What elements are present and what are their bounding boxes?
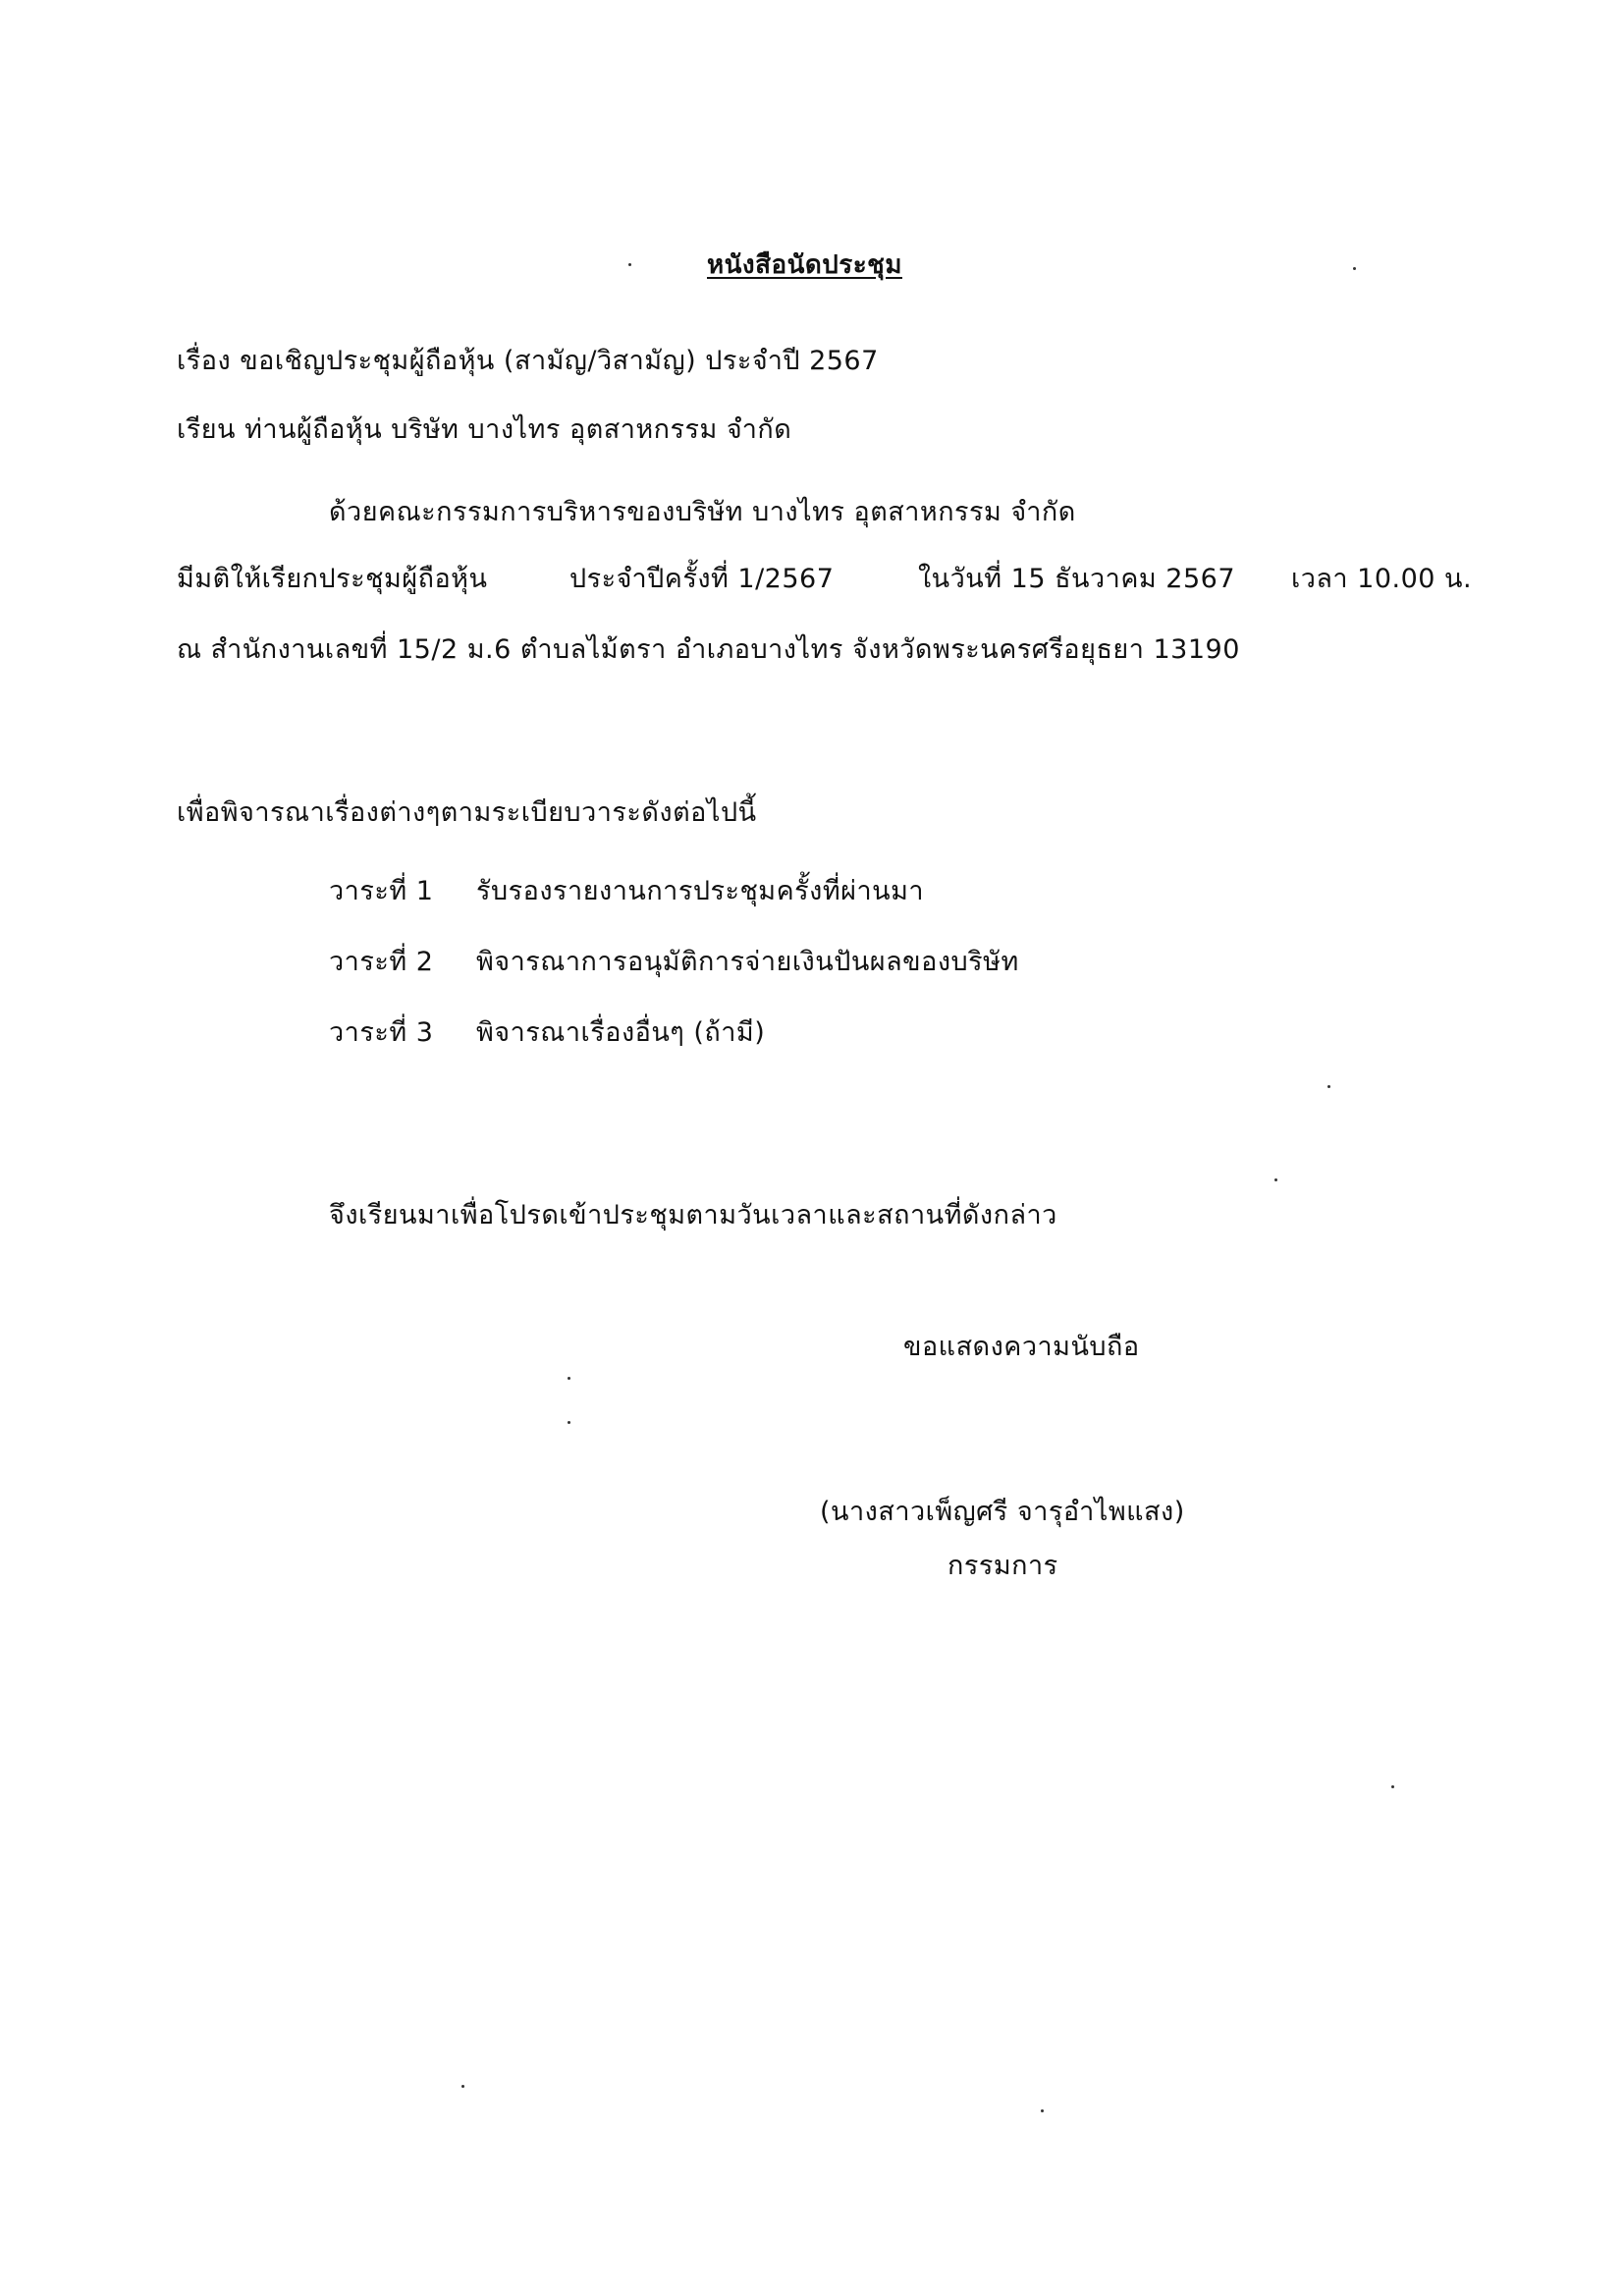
closing-line: จึงเรียนมาเพื่อโปรดเข้าประชุมตามวันเวลาและสถานที่ดังกล่าว <box>329 1200 1057 1230</box>
scan-speck <box>1041 2109 1044 2112</box>
agenda-item <box>329 1013 765 1053</box>
meeting-number: ประจำปีครั้งที่ 1/2567 <box>569 564 835 594</box>
signer-position: กรรมการ <box>947 1551 1058 1581</box>
regards-line: ขอแสดงความนับถือ <box>903 1332 1140 1362</box>
agenda-item <box>329 943 1019 982</box>
subject-line: เรื่อง ขอเชิญประชุมผู้ถือหุ้น (สามัญ/วิสามัญ) ประจำปี 2567 <box>177 346 879 376</box>
meeting-date: ในวันที่ 15 ธันวาคม 2567 <box>918 564 1235 594</box>
agenda-number: วาระที่ 1 <box>329 876 434 906</box>
scan-speck <box>568 1421 570 1424</box>
document-title: หนังสือนัดประชุม <box>707 250 902 280</box>
agenda-number: วาระที่ 2 <box>329 947 434 977</box>
scan-speck <box>1274 1178 1277 1181</box>
addressee-line: เรียน ท่านผู้ถือหุ้น บริษัท บางไทร อุตสาหกรรม จำกัด <box>177 414 792 445</box>
agenda-text: พิจารณาการอนุมัติการจ่ายเงินปันผลของบริษัท <box>476 947 1019 977</box>
body-line-2 <box>177 560 1472 599</box>
resolution-text: มีมติให้เรียกประชุมผู้ถือหุ้น <box>177 564 488 594</box>
scan-speck <box>628 263 631 266</box>
agenda-intro: เพื่อพิจารณาเรื่องต่างๆตามระเบียบวาระดังต่อไปนี้ <box>177 797 757 828</box>
meeting-time: เวลา 10.00 น. <box>1291 564 1473 594</box>
scan-speck <box>1327 1085 1330 1088</box>
signer-name: (นางสาวเพ็ญศรี จารุอำไพแสง) <box>820 1497 1185 1527</box>
agenda-item <box>329 872 924 911</box>
scan-speck <box>461 2085 464 2088</box>
body-line-1: ด้วยคณะกรรมการบริหารของบริษัท บางไทร อุตสาหกรรม จำกัด <box>329 497 1076 527</box>
agenda-number: วาระที่ 3 <box>329 1017 434 1048</box>
scan-speck <box>1353 267 1356 270</box>
agenda-text: รับรองรายงานการประชุมครั้งที่ผ่านมา <box>476 876 925 906</box>
meeting-location: ณ สำนักงานเลขที่ 15/2 ม.6 ตำบลไม้ตรา อำเภอบางไทร จังหวัดพระนครศรีอยุธยา 13190 <box>177 634 1240 665</box>
agenda-text: พิจารณาเรื่องอื่นๆ (ถ้ามี) <box>476 1017 766 1048</box>
scan-speck <box>568 1377 570 1380</box>
scan-speck <box>1391 1785 1394 1788</box>
